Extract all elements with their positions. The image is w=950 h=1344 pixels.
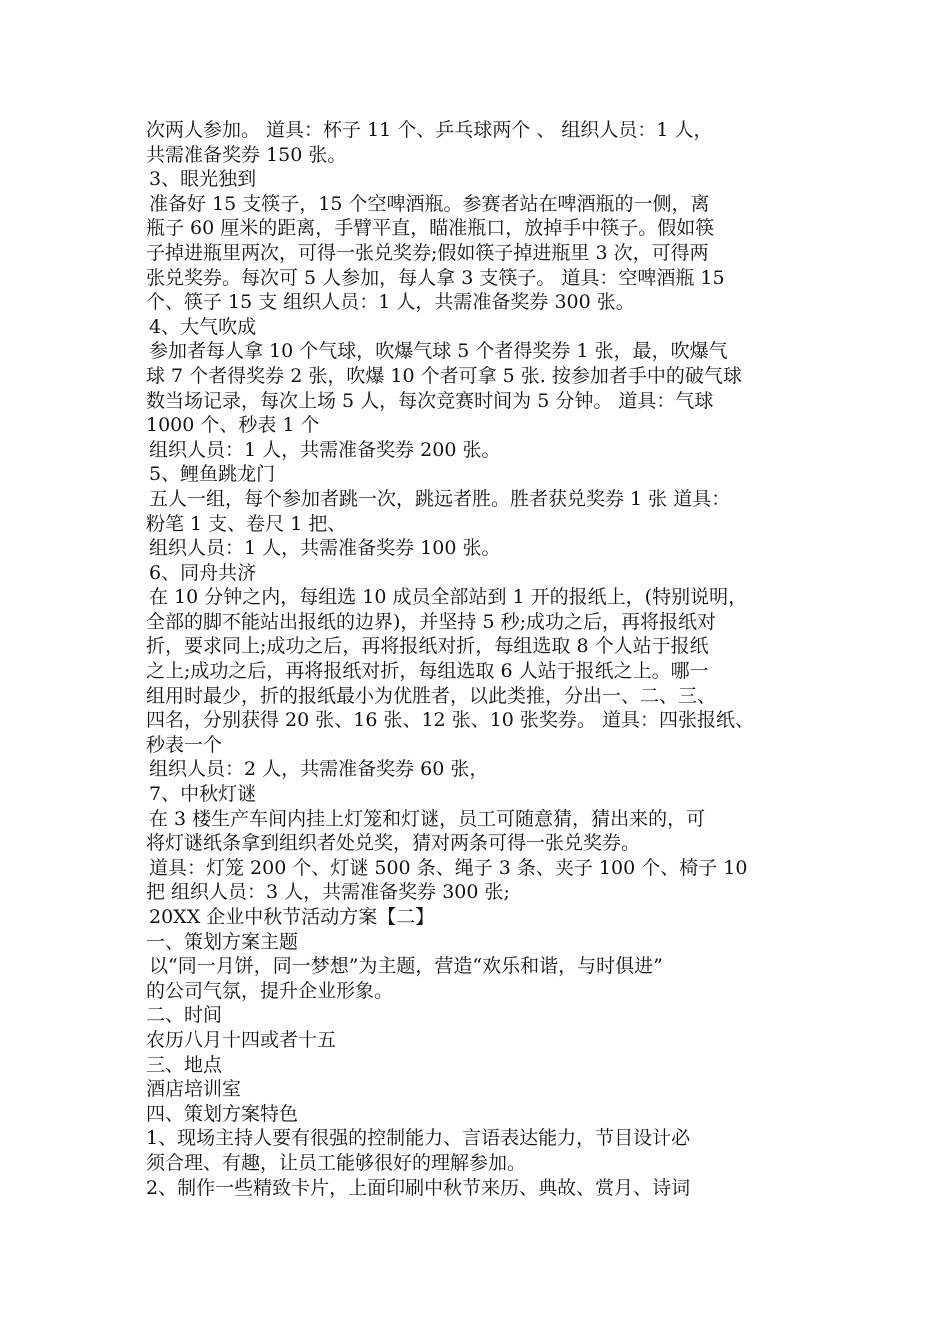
text-line: 组织人员：2 人，共需准备奖券 60 张， (149, 758, 489, 781)
text-line: 以“同一月饼，同一梦想”为主题，营造“欢乐和谐，与时俱进” (149, 955, 663, 978)
text-line: 1、现场主持人要有很强的控制能力、言语表达能力，节目设计必 (146, 1127, 691, 1150)
text-line: 瓶子 60 厘米的距离，手臂平直，瞄准瓶口，放掉手中筷子。假如筷 (146, 217, 715, 240)
section-heading: 一、策划方案主题 (146, 930, 299, 953)
document-title: 20XX 企业中秋节活动方案【二】 (149, 906, 435, 928)
text-line: 在 10 分钟之内，每组选 10 成员全部站到 1 开的报纸上，(特别说明， (149, 586, 748, 609)
text-line: 准备好 15 支筷子，15 个空啤酒瓶。参赛者站在啤酒瓶的一侧，离 (149, 192, 710, 215)
text-line: 组织人员：1 人，共需准备奖券 100 张。 (149, 537, 501, 560)
text-line: 四名，分别获得 20 张、16 张、12 张、10 张奖券。 道具：四张报纸、 (146, 709, 754, 732)
section-heading: 4、大气吹成 (149, 315, 257, 338)
text-line: 折，要求同上;成功之后，再将报纸对折，每组选取 8 个人站于报纸 (146, 635, 709, 658)
text-line: 将灯谜纸条拿到组织者处兑奖，猜对两条可得一张兑奖券。 (146, 832, 641, 855)
text-line: 把 组织人员：3 人，共需准备奖券 300 张; (146, 881, 510, 904)
text-line: 张兑奖券。每次可 5 人参加，每人拿 3 支筷子。 道具：空啤酒瓶 15 (146, 266, 725, 289)
section-heading: 7、中秋灯谜 (149, 783, 257, 806)
text-line: 之上;成功之后，再将报纸对折，每组选取 6 人站于报纸之上。哪一 (146, 660, 709, 683)
text-line: 1000 个、秒表 1 个 (146, 414, 320, 437)
text-line: 道具：灯笼 200 个、灯谜 500 条、绳子 3 条、夹子 100 个、椅子 10 (149, 856, 748, 879)
text-line: 在 3 楼生产车间内挂上灯笼和灯谜，员工可随意猜，猜出来的，可 (149, 807, 706, 830)
section-heading: 3、眼光独到 (149, 168, 257, 191)
text-line: 组用时最少，折的报纸最小为优胜者，以此类推，分出一、二、三、 (146, 684, 717, 707)
text-line: 参加者每人拿 10 个气球，吹爆气球 5 个者得奖券 1 张，最，吹爆气 (149, 340, 728, 363)
text-line: 个、筷子 15 支 组织人员：1 人，共需准备奖券 300 张。 (146, 291, 635, 314)
text-line: 次两人参加。 道具：杯子 11 个、乒乓球两个 、 组织人员：1 人， (146, 119, 713, 141)
text-line: 秒表一个 (146, 733, 223, 756)
section-heading: 5、鲤鱼跳龙门 (149, 463, 276, 486)
section-heading: 三、地点 (146, 1053, 223, 1076)
text-line: 全部的脚不能站出报纸的边界)，并坚持 5 秒;成功之后，再将报纸对 (146, 610, 716, 633)
section-heading: 四、策划方案特色 (146, 1102, 299, 1125)
text-line: 组织人员：1 人，共需准备奖券 200 张。 (149, 438, 501, 461)
text-line: 的公司气氛，提升企业形象。 (146, 979, 394, 1002)
section-heading: 6、同舟共济 (149, 561, 257, 584)
text-line: 共需准备奖券 150 张。 (146, 143, 347, 166)
document-body (146, 118, 826, 1200)
text-line: 数当场记录，每次上场 5 人，每次竞赛时间为 5 分钟。 道具：气球 (146, 389, 714, 412)
text-line: 球 7 个者得奖券 2 张，吹爆 10 个者可拿 5 张. 按参加者手中的破气球 (146, 364, 742, 387)
text-line: 须合理、有趣，让员工能够很好的理解参加。 (146, 1151, 527, 1174)
text-line: 五人一组，每个参加者跳一次，跳远者胜。胜者获兑奖券 1 张 道具： (149, 487, 731, 510)
text-line: 粉笔 1 支、卷尺 1 把、 (146, 512, 347, 535)
section-heading: 二、时间 (146, 1004, 223, 1027)
text-line: 农历八月十四或者十五 (146, 1028, 337, 1051)
text-line: 2、制作一些精致卡片，上面印刷中秋节来历、典故、赏月、诗词 (146, 1176, 691, 1199)
text-line: 酒店培训室 (146, 1078, 242, 1101)
text-line: 子掉进瓶里两次，可得一张兑奖券;假如筷子掉进瓶里 3 次，可得两 (146, 241, 709, 264)
